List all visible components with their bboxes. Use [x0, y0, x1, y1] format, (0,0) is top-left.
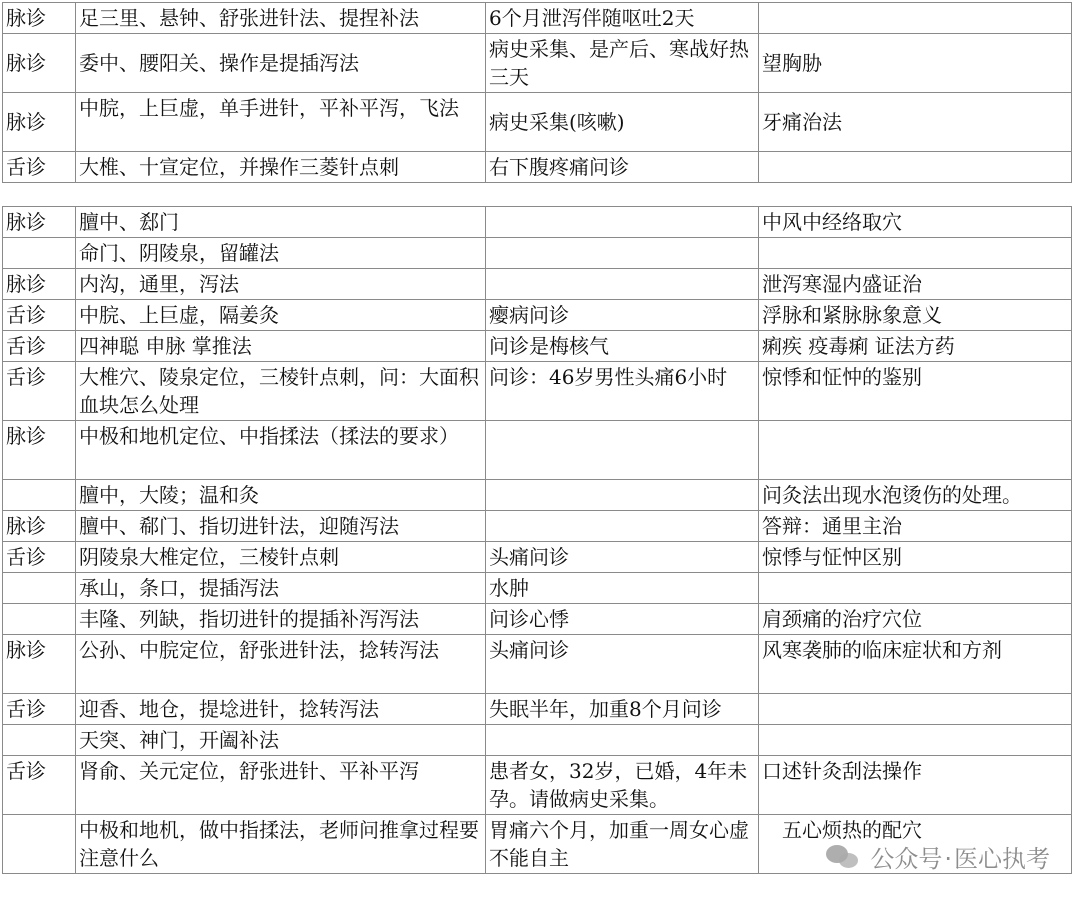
cell-acupoint-task: 膻中，大陵；温和灸 — [76, 480, 486, 511]
cell-history-task: 水肿 — [486, 573, 759, 604]
cell-diagnosis: 舌诊 — [3, 694, 76, 725]
table-row — [3, 604, 1072, 635]
table-row — [3, 331, 1072, 362]
table-row — [3, 269, 1072, 300]
cell-oral-question: 泄泻寒湿内盛证治 — [759, 269, 1072, 300]
cell-history-task — [486, 421, 759, 480]
cell-oral-question — [759, 694, 1072, 725]
cell-history-task — [486, 269, 759, 300]
cell-acupoint-task: 承山，条口，提插泻法 — [76, 573, 486, 604]
cell-oral-question: 中风中经络取穴 — [759, 207, 1072, 238]
cell-acupoint-task: 中脘、上巨虚，隔姜灸 — [76, 300, 486, 331]
cell-history-task: 患者女，32岁，已婚，4年未孕。请做病史采集。 — [486, 756, 759, 815]
cell-diagnosis: 脉诊 — [3, 34, 76, 93]
cell-oral-question: 五心烦热的配穴 — [759, 815, 1072, 874]
cell-oral-question: 惊悸和怔忡的鉴别 — [759, 362, 1072, 421]
cell-oral-question — [759, 238, 1072, 269]
table-row — [3, 694, 1072, 725]
cell-history-task: 病史采集、是产后、寒战好热三天 — [486, 34, 759, 93]
cell-diagnosis: 舌诊 — [3, 300, 76, 331]
table-row — [3, 635, 1072, 694]
table-row — [3, 152, 1072, 183]
cell-oral-question: 风寒袭肺的临床症状和方剂 — [759, 635, 1072, 694]
table-row — [3, 207, 1072, 238]
cell-history-task — [486, 511, 759, 542]
wechat-logo-icon — [826, 843, 860, 871]
cell-acupoint-task: 中极和地机定位、中指揉法（揉法的要求） — [76, 421, 486, 480]
cell-diagnosis — [3, 725, 76, 756]
cell-diagnosis: 脉诊 — [3, 207, 76, 238]
cell-acupoint-task: 委中、腰阳关、操作是提插泻法 — [76, 34, 486, 93]
cell-oral-question — [759, 152, 1072, 183]
cell-diagnosis: 舌诊 — [3, 362, 76, 421]
watermark — [826, 839, 1050, 874]
cell-diagnosis — [3, 238, 76, 269]
cell-diagnosis: 脉诊 — [3, 635, 76, 694]
table-row — [3, 756, 1072, 815]
exam-table-top — [2, 2, 1072, 183]
cell-oral-question: 肩颈痛的治疗穴位 — [759, 604, 1072, 635]
table-row — [3, 725, 1072, 756]
cell-history-task — [486, 480, 759, 511]
cell-history-task — [486, 238, 759, 269]
cell-oral-question: 问灸法出现水泡烫伤的处理。 — [759, 480, 1072, 511]
cell-acupoint-task: 足三里、悬钟、舒张进针法、提捏补法 — [76, 3, 486, 34]
cell-oral-question — [759, 3, 1072, 34]
cell-history-task: 瘿病问诊 — [486, 300, 759, 331]
cell-diagnosis: 脉诊 — [3, 3, 76, 34]
cell-oral-question: 痢疾 疫毒痢 证法方药 — [759, 331, 1072, 362]
cell-acupoint-task: 肾俞、关元定位，舒张进针、平补平泻 — [76, 756, 486, 815]
cell-diagnosis: 舌诊 — [3, 542, 76, 573]
table-row — [3, 542, 1072, 573]
cell-acupoint-task: 迎香、地仓，提埝进针，捻转泻法 — [76, 694, 486, 725]
cell-history-task: 头痛问诊 — [486, 635, 759, 694]
cell-diagnosis — [3, 480, 76, 511]
cell-diagnosis: 脉诊 — [3, 93, 76, 152]
cell-acupoint-task: 四神聪 申脉 掌推法 — [76, 331, 486, 362]
cell-oral-question: 口述针灸刮法操作 — [759, 756, 1072, 815]
cell-diagnosis — [3, 573, 76, 604]
cell-diagnosis: 舌诊 — [3, 331, 76, 362]
table-row — [3, 3, 1072, 34]
cell-diagnosis: 脉诊 — [3, 421, 76, 480]
cell-history-task: 问诊心悸 — [486, 604, 759, 635]
cell-acupoint-task: 内沟，通里，泻法 — [76, 269, 486, 300]
exam-table-bottom — [2, 206, 1072, 874]
table-row — [3, 573, 1072, 604]
cell-acupoint-task: 膻中、郄门 — [76, 207, 486, 238]
cell-oral-question: 惊悸与怔忡区别 — [759, 542, 1072, 573]
cell-oral-question: 浮脉和紧脉脉象意义 — [759, 300, 1072, 331]
cell-acupoint-task: 公孙、中脘定位，舒张进针法，捻转泻法 — [76, 635, 486, 694]
table-row — [3, 238, 1072, 269]
table-row — [3, 362, 1072, 421]
cell-history-task: 右下腹疼痛问诊 — [486, 152, 759, 183]
cell-oral-question: 望胸胁 — [759, 34, 1072, 93]
cell-history-task: 6个月泄泻伴随呕吐2天 — [486, 3, 759, 34]
cell-history-task: 病史采集(咳嗽) — [486, 93, 759, 152]
cell-oral-question — [759, 725, 1072, 756]
cell-diagnosis — [3, 604, 76, 635]
cell-diagnosis: 舌诊 — [3, 152, 76, 183]
cell-history-task: 头痛问诊 — [486, 542, 759, 573]
cell-acupoint-task: 中脘，上巨虚，单手进针，平补平泻，飞法 — [76, 93, 486, 152]
cell-diagnosis: 脉诊 — [3, 269, 76, 300]
cell-oral-question: 答辩：通里主治 — [759, 511, 1072, 542]
table-row — [3, 34, 1072, 93]
cell-diagnosis — [3, 815, 76, 874]
cell-history-task: 胃痛六个月，加重一周女心虚不能自主 — [486, 815, 759, 874]
cell-acupoint-task: 膻中、郗门、指切进针法，迎随泻法 — [76, 511, 486, 542]
table-row — [3, 300, 1072, 331]
table-row — [3, 511, 1072, 542]
cell-history-task: 问诊是梅核气 — [486, 331, 759, 362]
watermark-text: 公众号·医心执考 — [870, 845, 1050, 873]
cell-oral-question: 牙痛治法 — [759, 93, 1072, 152]
cell-acupoint-task: 大椎、十宣定位，并操作三菱针点刺 — [76, 152, 486, 183]
table-row — [3, 93, 1072, 152]
cell-history-task — [486, 207, 759, 238]
cell-oral-question — [759, 573, 1072, 604]
cell-acupoint-task: 阴陵泉大椎定位，三棱针点刺 — [76, 542, 486, 573]
table-row — [3, 480, 1072, 511]
cell-history-task — [486, 725, 759, 756]
cell-diagnosis: 脉诊 — [3, 511, 76, 542]
cell-acupoint-task: 天突、神门，开阖补法 — [76, 725, 486, 756]
table-row — [3, 421, 1072, 480]
cell-history-task: 问诊：46岁男性头痛6小时 — [486, 362, 759, 421]
cell-history-task: 失眠半年，加重8个月问诊 — [486, 694, 759, 725]
cell-oral-question — [759, 421, 1072, 480]
cell-acupoint-task: 丰隆、列缺，指切进针的提插补泻泻法 — [76, 604, 486, 635]
cell-acupoint-task: 大椎穴、陵泉定位，三棱针点刺，问：大面积血块怎么处理 — [76, 362, 486, 421]
cell-acupoint-task: 中极和地机，做中指揉法，老师问推拿过程要注意什么 — [76, 815, 486, 874]
cell-diagnosis: 舌诊 — [3, 756, 76, 815]
cell-acupoint-task: 命门、阴陵泉，留罐法 — [76, 238, 486, 269]
